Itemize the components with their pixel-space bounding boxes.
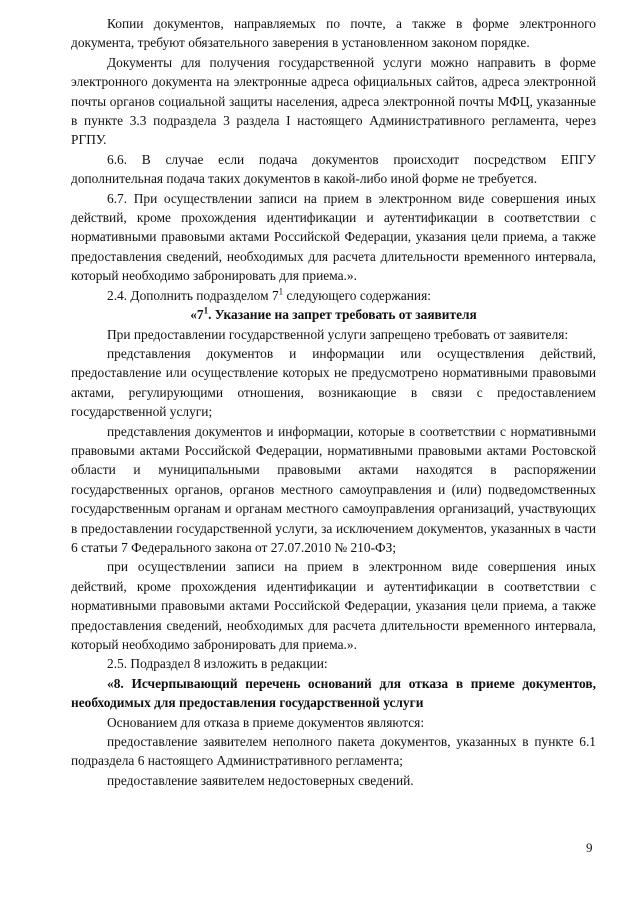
- paragraph-refusal-intro: Основанием для отказа в приеме документов являются:: [107, 714, 425, 730]
- paragraph-6-6: 6.6. В случае если подача документов происходит посредством ЕПГУ дополнительная подача таких документов в какой-либо иной форме не требуется.: [71, 151, 596, 187]
- paragraph-electronic-submission: Документы для получения государственной услуги можно направить в форме электронного документа на электронные адреса официальных сайтов, адреса электронной почты органов социальной защиты населения, адреса электронной почты МФЦ, указанные в пункте 3.3 подраздела 3 раздела I настоящего Административного регламента, через РГПУ.: [71, 54, 596, 148]
- paragraph-prohibition-item-1: представления документов и информации или осуществления действий, предоставление или осуществление которых не предусмотрено нормативными правовыми актами, регулирующими отношения, возникающие в связи с предоставлением государственной услуги;: [71, 345, 596, 420]
- paragraph-2-4: [71, 286, 596, 305]
- paragraph-2-4-superscript: 1: [278, 286, 284, 297]
- paragraph-2-4-text: 2.4. Дополнить подразделом 7: [107, 287, 279, 303]
- paragraph-copies-certification: Копии документов, направляемых по почте, а также в форме электронного документа, требуют обязательного заверения в установленном законом порядке.: [71, 16, 596, 51]
- paragraph-6-7: 6.7. При осуществлении записи на прием в электронном виде совершения иных действий, кроме прохождения идентификации и аутентификации в соответствии с нормативными правовыми актами Российской Федерации, указания цели приема, а также предоставления сведений, необходимых для расчета длительности временного интервала, который необходимо забронировать для приема.».: [71, 190, 596, 284]
- paragraph-prohibition-intro: При предоставлении государственной услуги запрещено требовать от заявителя:: [107, 326, 569, 342]
- paragraph-refusal-item-2: предоставление заявителем недостоверных сведений.: [107, 772, 414, 788]
- heading-7-1-end: . Указание на запрет требовать от заявителя: [208, 307, 477, 323]
- document-page: [71, 14, 596, 790]
- page-number: 9: [586, 840, 593, 855]
- section-heading-7-1: [71, 305, 596, 324]
- paragraph-refusal-item-1: предоставление заявителем неполного пакета документов, указанных в пункте 6.1 подраздела 6 настоящего Административного регламента;: [71, 734, 596, 769]
- paragraph-2-5: 2.5. Подраздел 8 изложить в редакции:: [107, 656, 328, 672]
- paragraph-2-4-text-end: следующего содержания:: [283, 287, 431, 303]
- heading-7-1-superscript: 1: [203, 305, 209, 316]
- paragraph-prohibition-item-2: представления документов и информации, которые в соответствии с нормативными правовыми актами Российской Федерации, нормативными правовыми актами Ростовской области и муниципальными правовыми актами находятся в распоряжении государственных органов, органов местного самоуправления и (или) подведомственных государственным органам и органам местного самоуправления организаций, участвующих в предоставлении государственной услуги, за исключением документов, указанных в части 6 статьи 7 Федерального закона от 27.07.2010 № 210-ФЗ;: [71, 423, 596, 555]
- section-heading-8: «8. Исчерпывающий перечень оснований для отказа в приеме документов, необходимых для предоставления государственной услуги: [71, 675, 596, 711]
- heading-7-1-start: «7: [190, 307, 204, 323]
- paragraph-prohibition-item-3: при осуществлении записи на прием в электронном виде совершения иных действий, кроме прохождения идентификации и аутентификации в соответствии с нормативными правовыми актами Российской Федерации, указания цели приема, а также предоставления сведений, необходимых для расчета длительности временного интервала, который необходимо забронировать для приема.».: [71, 559, 596, 652]
